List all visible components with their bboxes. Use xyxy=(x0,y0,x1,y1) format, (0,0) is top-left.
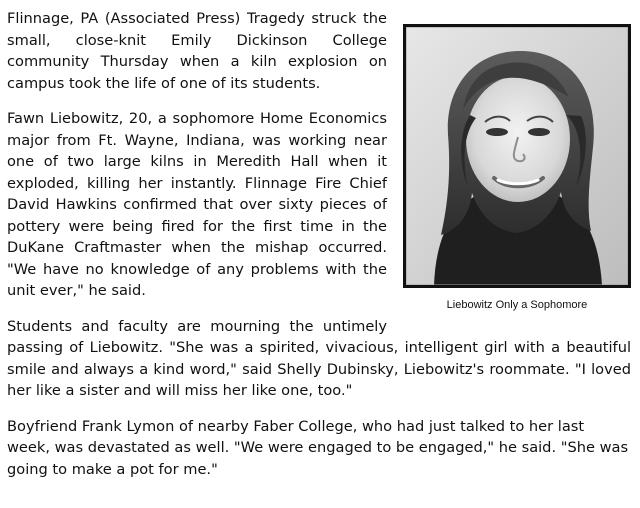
portrait-photo-block xyxy=(403,24,631,312)
portrait-photo xyxy=(403,24,631,288)
portrait-illustration xyxy=(406,27,628,285)
article-paragraph-3: Students and faculty are mourning the untimely passing of Liebowitz. "She was a spirited, vivacious, intelligent girl with a beautiful smile and always a kind word," said Shelly Dubinsky, Liebowitz's roommate. "I loved her like a sister and will miss her like one, too." xyxy=(7,317,631,399)
article-paragraph-4: Boyfriend Frank Lymon of nearby Faber College, who had just talked to her last week, was devastated as well. "We were engaged to be engaged," he said. "She was going to make a pot for me." xyxy=(7,417,629,478)
photo-caption: Liebowitz Only a Sophomore xyxy=(446,299,588,311)
article-paragraph-2: Fawn Liebowitz, 20, a sophomore Home Economics major from Ft. Wayne, Indiana, was working near one of two large kilns in Meredith Hall when it exploded, killing her instantly. Flinnage Fire Chief David Hawkins confirmed that over sixty pieces of pottery were being fired for the first time in the DuKane Craftmaster when the mishap occurred. "We have no knowledge of any problems with the unit ever," he said. xyxy=(7,110,387,299)
article-paragraph-1: Flinnage, PA (Associated Press) Tragedy struck the small, close-knit Emily Dickinson College community Thursday when a kiln explosion on campus took the life of one of its students. xyxy=(7,10,387,92)
news-article xyxy=(7,8,631,480)
